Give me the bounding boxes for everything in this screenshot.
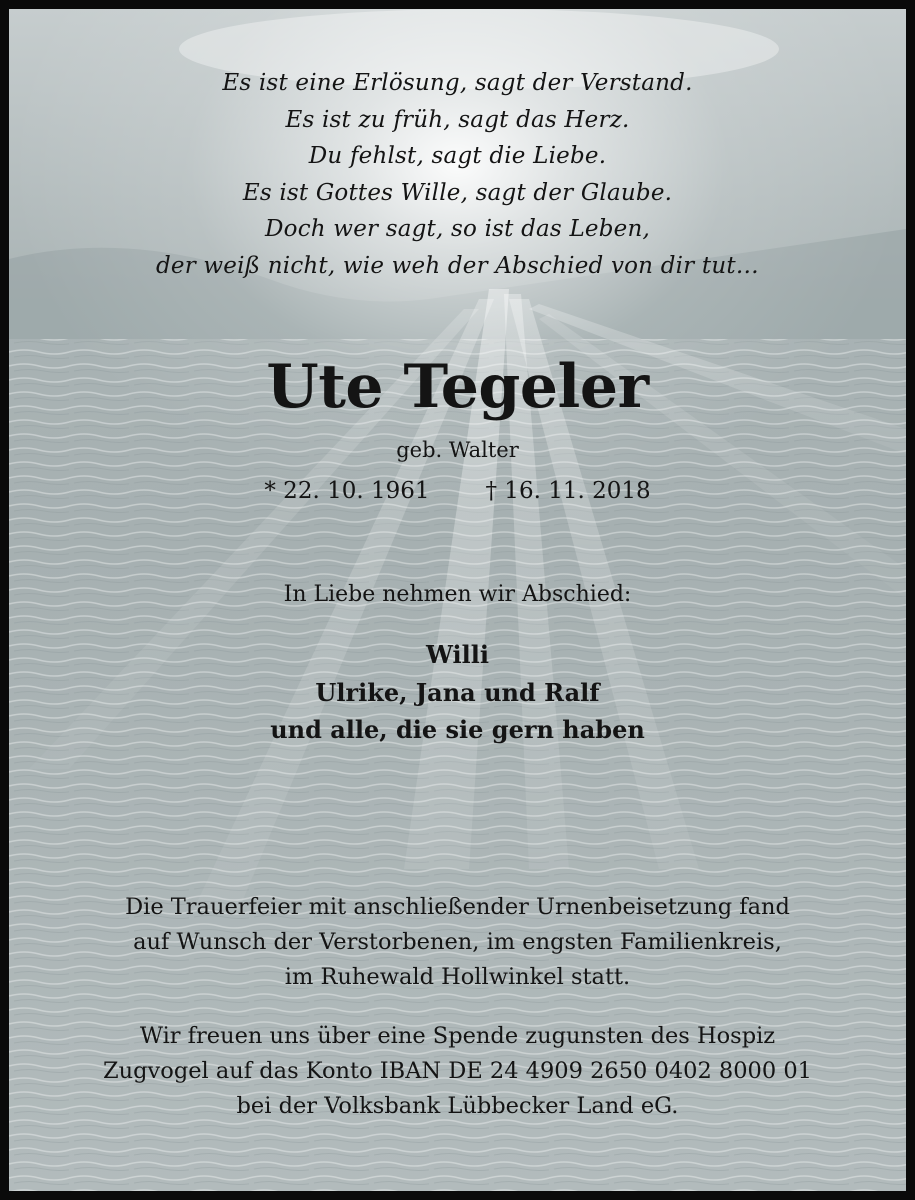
funeral-notice (9, 890, 906, 995)
death-date: † 16. 11. 2018 (485, 478, 651, 504)
funeral-notice-line: auf Wunsch der Verstorbenen, im engsten Familienkreis, (133, 929, 782, 955)
mourner-line: Willi (426, 640, 489, 669)
funeral-notice-line: im Ruhewald Hollwinkel statt. (284, 964, 631, 990)
birth-name: geb. Walter (396, 438, 519, 462)
poem-line: der weiß nicht, wie weh der Abschied von dir tut… (155, 252, 759, 279)
life-dates (9, 475, 906, 507)
mourner-line: und alle, die sie gern haben (270, 715, 645, 744)
poem-line: Es ist Gottes Wille, sagt der Glaube. (242, 179, 673, 206)
donation-notice-line: Zugvogel auf das Konto IBAN DE 24 4909 2650 0402 8000 01 (103, 1058, 812, 1084)
poem-line: Doch wer sagt, so ist das Leben, (265, 216, 650, 243)
poem-line: Es ist eine Erlösung, sagt der Verstand. (222, 70, 693, 96)
poem (9, 65, 906, 285)
poem-line: Es ist zu früh, sagt das Herz. (285, 106, 630, 133)
mourner-line: Ulrike, Jana und Ralf (315, 677, 600, 707)
birth-date: * 22. 10. 1961 (264, 478, 430, 504)
farewell-line: In Liebe nehmen wir Abschied: (283, 582, 632, 607)
donation-notice (9, 1019, 906, 1124)
mourners (9, 636, 906, 749)
donation-notice-line: Wir freuen uns über eine Spende zugunsten des Hospiz (139, 1023, 776, 1049)
donation-notice-line: bei der Volksbank Lübbecker Land eG. (236, 1093, 679, 1119)
funeral-notice-line: Die Trauerfeier mit anschließender Urnenbeisetzung fand (125, 894, 790, 920)
poem-line: Du fehlst, sagt die Liebe. (308, 143, 607, 170)
deceased-name: Ute Tegeler (266, 352, 649, 422)
obituary-text (9, 9, 906, 1191)
